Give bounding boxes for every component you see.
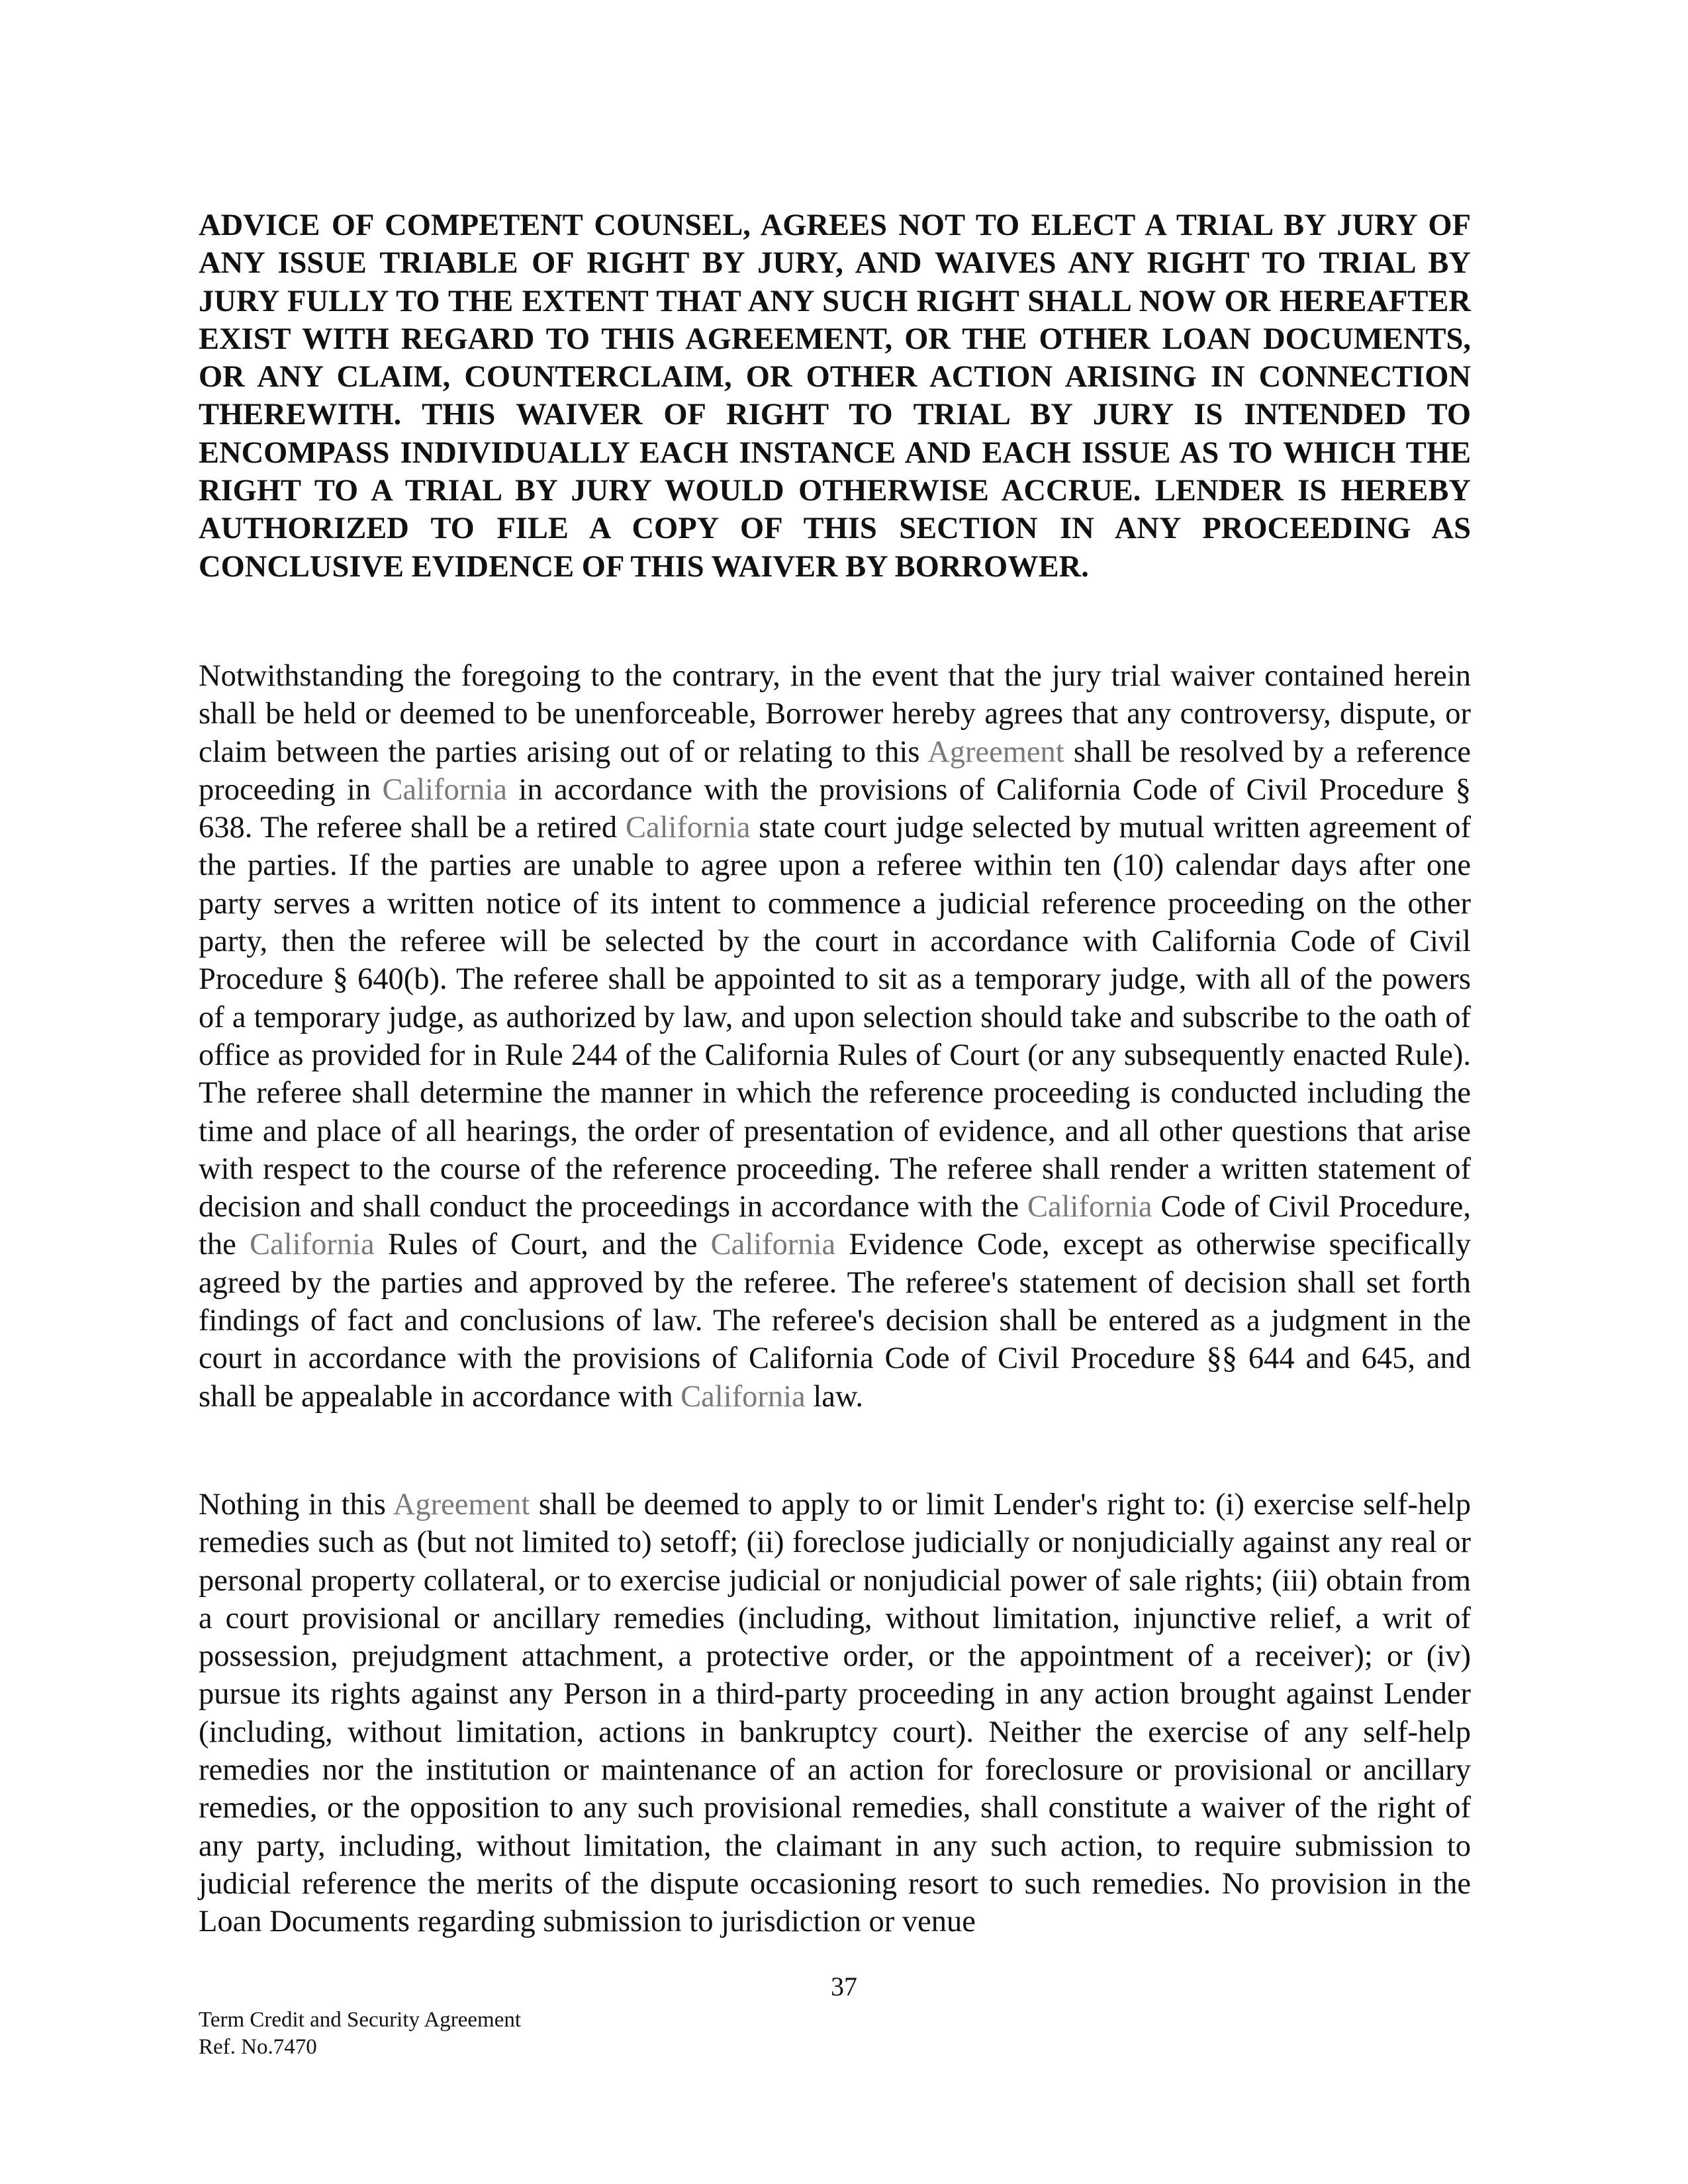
- page-number: 37: [831, 1972, 857, 2001]
- text-segment: Nothing in this: [199, 1488, 393, 1522]
- defined-term-california: California: [250, 1228, 375, 1262]
- text-segment: shall be deemed to apply to or limit Lender's right to: (i) exercise self-help remedies such as (but not limited to) setoff; (ii) foreclose judicially or nonjudicially against any real or personal property collateral, or to exercise judicial or nonjudicial power of sale rights; (iii) obtain from a court provisional or ancillary remedies (including, without limitation, injunctive relief, a writ of possession, prejudgment attachment, a protective order, or the appointment of a receiver); or (iv) pursue its rights against any Person in a third-party proceeding in any action brought against Lender (including, without limitation, actions in bankruptcy court). Neither the exercise of any self-help remedies nor the institution or maintenance of an action for foreclosure or provisional or ancillary remedies, or the opposition to any such provisional remedies, shall constitute a waiver of the right of any party, including, without limitation, the claimant in any such action, to require submission to judicial reference the merits of the dispute occasioning resort to such remedies. No provision in the Loan Documents regarding submission to jurisdiction or venue: [199, 1488, 1471, 1939]
- self-help-remedies-paragraph: [199, 1486, 1471, 1941]
- text-segment: Notwithstanding the foregoing to the contrary, in the event that the jury trial waiver contained herein shall be held or deemed to be unenforceable, Borrower hereby agrees that any controversy, dispute, or claim between the parties arising out of or relating to this: [199, 659, 1471, 769]
- text-segment: law.: [805, 1379, 864, 1414]
- text-segment: shall be resolved by a reference proceeding in: [199, 735, 1471, 807]
- document-footer: [199, 2007, 521, 2061]
- defined-term-california: California: [710, 1228, 836, 1262]
- defined-term-california: California: [1027, 1190, 1152, 1224]
- footer-title: Term Credit and Security Agreement: [199, 2008, 522, 2032]
- text-segment: in accordance with the provisions of California Code of Civil Procedure § 638. The referee shall be a retired: [199, 772, 1471, 845]
- text-segment: Code of Civil Procedure, the: [199, 1190, 1471, 1262]
- jury-waiver-paragraph: ADVICE OF COMPETENT COUNSEL, AGREES NOT TO ELECT A TRIAL BY JURY OF ANY ISSUE TRIABLE OF RIGHT BY JURY, AND WAIVES ANY RIGHT TO TRIAL BY JURY FULLY TO THE EXTENT THAT ANY SUCH RIGHT SHALL NOW OR HEREAFTER EXIST WITH REGARD TO THIS AGREEMENT, OR THE OTHER LOAN DOCUMENTS, OR ANY CLAIM, COUNTERCLAIM, OR OTHER ACTION ARISING IN CONNECTION THEREWITH. THIS WAIVER OF RIGHT TO TRIAL BY JURY IS INTENDED TO ENCOMPASS INDIVIDUALLY EACH INSTANCE AND EACH ISSUE AS TO WHICH THE RIGHT TO A TRIAL BY JURY WOULD OTHERWISE ACCRUE. LENDER IS HEREBY AUTHORIZED TO FILE A COPY OF THIS SECTION IN ANY PROCEEDING AS CONCLUSIVE EVIDENCE OF THIS WAIVER BY BORROWER.: [199, 208, 1471, 584]
- text-segment: Evidence Code, except as otherwise specifically agreed by the parties and approved by the referee. The referee's statement of decision shall set forth findings of fact and conclusions of law. The referee's decision shall be entered as a judgment in the court in accordance with the provisions of California Code of Civil Procedure §§ 644 and 645, and shall be appealable in accordance with: [199, 1228, 1471, 1414]
- page-body: [199, 206, 1471, 1939]
- text-segment: state court judge selected by mutual written agreement of the parties. If the parties are unable to agree upon a referee within ten (10) calendar days after one party serves a written notice of its intent to commence a judicial reference proceeding on the other party, then the referee will be selected by the court in accordance with California Code of Civil Procedure § 640(b). The referee shall be appointed to sit as a temporary judge, with all of the powers of a temporary judge, as authorized by law, and upon selection should take and subscribe to the oath of office as provided for in Rule 244 of the California Rules of Court (or any subsequently enacted Rule). The referee shall determine the manner in which the reference proceeding is conducted including the time and place of all hearings, the order of presentation of evidence, and all other questions that arise with respect to the course of the reference proceeding. The referee shall render a written statement of decision and shall conduct the proceedings in accordance with the: [199, 811, 1471, 1224]
- footer-ref: Ref. No.7470: [199, 2035, 317, 2059]
- text-segment: Rules of Court, and the: [374, 1228, 711, 1262]
- defined-term-california: California: [382, 772, 508, 807]
- defined-term-california: California: [680, 1379, 806, 1414]
- defined-term-agreement: Agreement: [927, 735, 1064, 769]
- judicial-reference-paragraph: [199, 657, 1471, 1416]
- defined-term-california: California: [625, 811, 751, 845]
- defined-term-agreement: Agreement: [393, 1488, 530, 1522]
